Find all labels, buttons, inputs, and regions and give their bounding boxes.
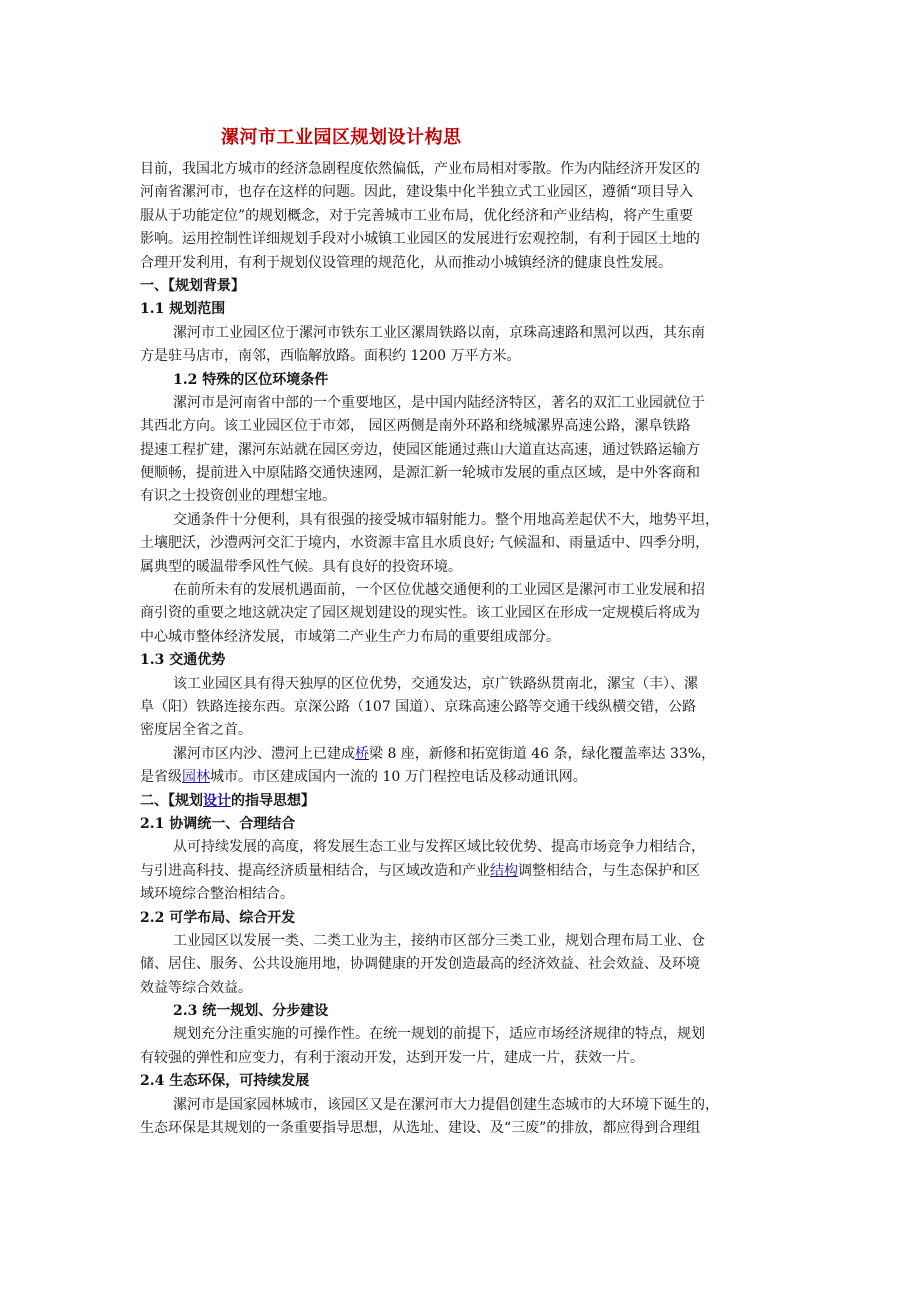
text-line: 漯河市是河南省中部的一个重要地区，是中国内陆经济特区，著名的双汇工业园就位于 [173, 394, 705, 411]
paragraph-1-2b [140, 509, 782, 579]
subsection-heading-1-1: 1.1 规划范围 [140, 301, 226, 318]
text-line: 在前所未有的发展机遇面前，一个区位优越交通便利的工业园区是漯河市工业发展和招 [173, 582, 705, 599]
paragraph-1-1 [140, 322, 782, 369]
subsection-heading-2-4: 2.4 生态环保，可持续发展 [140, 1073, 310, 1090]
text-line: 阜（阳）铁路连接东西。京深公路（107 国道）、京珠高速公路等交通干线纵横交错，公路 [140, 698, 697, 715]
text-segment: 调整相结合，与生态保护和区 [518, 862, 700, 879]
text-segment: 与引进高科技、提高经济质量相结合，与区域改造和产业 [140, 862, 490, 879]
text-line: 有识之士投资创业的理想宝地。 [140, 488, 336, 505]
text-line: 从可持续发展的高度，将发展生态工业与发挥区域比较优势、提高市场竞争力相结合， [173, 839, 705, 856]
text-line: 提速工程扩建，漯河东站就在园区旁边，使园区能通过燕山大道直达高速，通过铁路运输方 [140, 441, 700, 458]
text-line [140, 766, 782, 789]
bridge-link[interactable]: 桥 [355, 745, 369, 762]
section-heading-1: 一、【规划背景】 [140, 277, 245, 294]
text-line: 规划充分注重实施的可操作性。在统一规划的前提下，适应市场经济规律的特点，规划 [173, 1026, 705, 1043]
text-line: 有较强的弹性和应变力，有利于滚动开发，达到开发一片，建成一片，获效一片。 [140, 1049, 644, 1066]
heading-segment: 二、【规划 [140, 792, 203, 809]
paragraph-2-1 [140, 836, 782, 906]
text-line: 交通条件十分便利，具有很强的接受城市辐射能力。整个用地高差起伏不大，地势平坦， [173, 511, 719, 528]
text-segment: 漯河市区内沙、澧河上已建成 [173, 745, 355, 762]
text-line: 该工业园区具有得天独厚的区位优势，交通发达，京广铁路纵贯南北，漯宝（丰）、漯 [173, 675, 698, 692]
paragraph-1-3a [140, 673, 782, 743]
document-title: 漯河市工业园区规划设计构思 [221, 127, 462, 148]
text-line: 域环境综合整治相结合。 [140, 886, 294, 903]
text-segment: 梁 8 座，新修和拓宽街道 46 条，绿化覆盖率达 33%， [369, 745, 716, 762]
text-line: 便顺畅，提前进入中原陆路交通快速网，是源汇新一轮城市发展的重点区域，是中外客商和 [140, 465, 700, 482]
text-segment: 是省级 [140, 769, 182, 786]
text-line: 效益等综合效益。 [140, 979, 252, 996]
text-line: 影响。运用控制性详细规划手段对小城镇工业园区的发展进行宏观控制，有利于园区土地的 [140, 231, 700, 248]
document-body [140, 158, 782, 1140]
paragraph-1-3b [140, 743, 782, 790]
section-heading-2 [140, 790, 782, 813]
text-line: 商引资的重要之地这就决定了园区规划建设的现实性。该工业园区在形成一定规模后将成为 [140, 605, 700, 622]
paragraph-1-2a [140, 392, 782, 509]
structure-link[interactable]: 结构 [490, 862, 518, 879]
text-line: 属典型的暖温带季风性气候。具有良好的投资环境。 [140, 558, 462, 575]
text-line: 方是驻马店市，南邻，西临解放路。面积约 1200 万平方米。 [140, 348, 521, 365]
text-line: 目前，我国北方城市的经济急剧程度依然偏低，产业布局相对零散。作为内陆经济开发区的 [140, 161, 700, 177]
intro-paragraph [140, 158, 782, 275]
text-line: 密度居全省之首。 [140, 722, 252, 739]
text-line: 合理开发利用，有利于规划仪设管理的规范化，从而推动小城镇经济的健康良性发展。 [140, 254, 672, 271]
text-line: 其西北方向。该工业园区位于市郊， 园区两侧是南外环路和绕城漯界高速公路，漯阜铁路 [140, 418, 691, 435]
text-line: 河南省漯河市，也存在这样的问题。因此，建设集中化半独立式工业园区，遵循“项目导入 [140, 184, 694, 201]
paragraph-2-4 [140, 1094, 782, 1141]
text-line: 漯河市工业园区位于漯河市铁东工业区漯周铁路以南，京珠高速路和黑河以西，其东南 [173, 324, 705, 341]
garden-link[interactable]: 园林 [182, 769, 210, 786]
heading-segment: 的指导思想】 [231, 792, 315, 809]
text-segment: 城市。市区建成国内一流的 10 万门程控电话及移动通讯网。 [210, 769, 587, 786]
subsection-heading-2-3: 2.3 统一规划、分步建设 [173, 1003, 329, 1020]
text-line: 工业园区以发展一类、二类工业为主，接纳市区部分三类工业，规划合理布局工业、仓 [173, 932, 705, 949]
subsection-heading-2-1: 2.1 协调统一、合理结合 [140, 815, 296, 832]
text-line [140, 860, 782, 883]
text-line: 漯河市是国家园林城市，该园区又是在漯河市大力提倡创建生态城市的大环境下诞生的， [173, 1096, 719, 1113]
text-line: 储、居住、服务、公共设施用地，协调健康的开发创造最高的经济效益、社会效益、及环境 [140, 956, 700, 973]
paragraph-2-3 [140, 1023, 782, 1070]
text-line: 中心城市整体经济发展，市域第二产业生产力布局的重要组成部分。 [140, 628, 560, 645]
subsection-heading-2-2: 2.2 可学布局、综合开发 [140, 909, 296, 926]
paragraph-2-2 [140, 930, 782, 1000]
design-link[interactable]: 设计 [203, 792, 231, 809]
text-line: 土壤肥沃，沙澧两河交汇于境内，水资源丰富且水质良好; 气候温和、雨量适中、四季分明， [140, 535, 710, 552]
text-line: 生态环保是其规划的一条重要指导思想，从选址、建设、及“三废”的排放，都应得到合理组 [140, 1120, 701, 1137]
text-line: 服从于功能定位”的规划概念，对于完善城市工业布局，优化经济和产业结构，将产生重要 [140, 207, 694, 224]
paragraph-1-2c [140, 579, 782, 649]
subsection-heading-1-2: 1.2 特殊的区位环境条件 [173, 371, 329, 388]
subsection-heading-1-3: 1.3 交通优势 [140, 652, 226, 669]
text-line [140, 743, 782, 766]
